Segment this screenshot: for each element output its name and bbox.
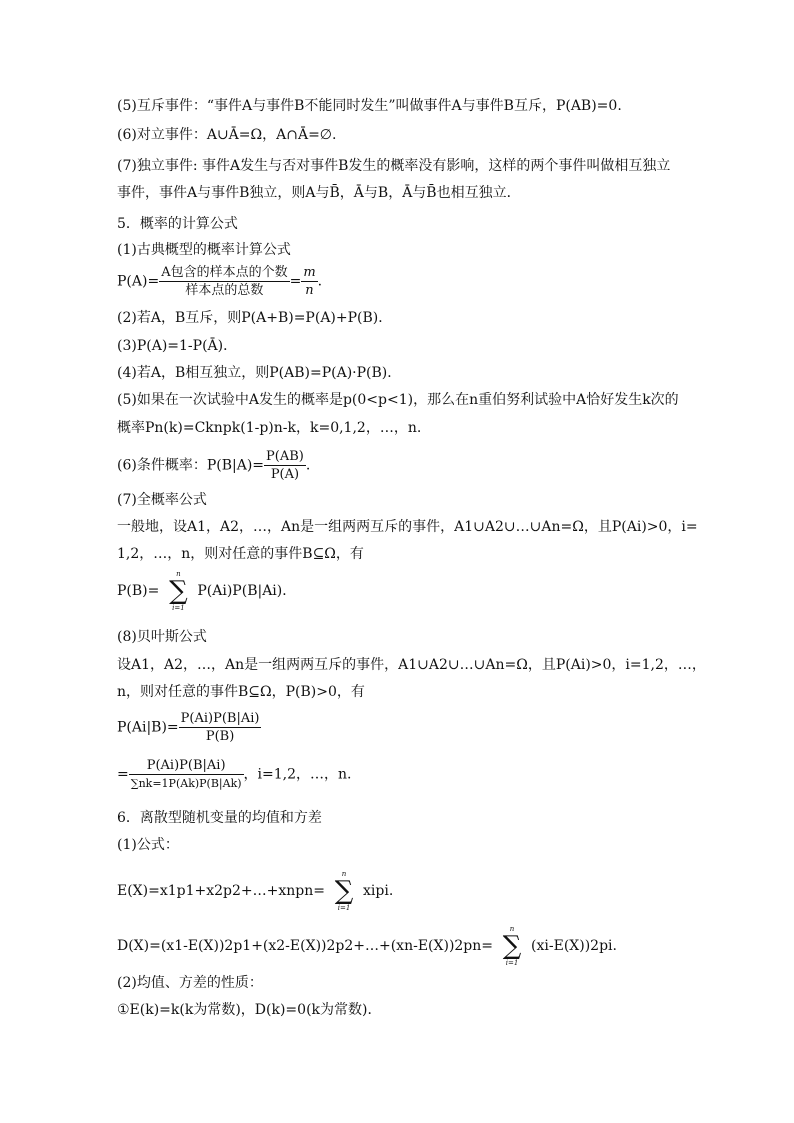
period: . xyxy=(317,273,323,290)
sigma-icon: ∑ xyxy=(502,931,522,961)
summation xyxy=(497,925,527,967)
line-bernoulli-1: (5)如果在一次试验中A发生的概率是p(0<p<1)，那么在n重伯努利试验中A恰好发生k次的 xyxy=(117,392,679,408)
heading-6: 6．离散型随机变量的均值和方差 xyxy=(117,810,322,826)
line-bayes-1: 设A1，A2，…，An是一组两两互斥的事件，A1∪A2∪…∪An=Ω，且P(Ai)>0，i=1,2，…， xyxy=(117,657,706,673)
formula-classical xyxy=(117,264,322,299)
line-exclusive: (5)互斥事件：“事件A与事件B不能同时发生”叫做事件A与事件B互斥，P(AB)=0. xyxy=(117,98,622,114)
line-total-prob-2: 1,2，…，n，则对任意的事件B⊆Ω，有 xyxy=(117,546,364,562)
formula-prefix: (6)条件概率：P(B|A)= xyxy=(117,457,265,474)
summation xyxy=(329,870,359,912)
formula-conditional xyxy=(117,448,310,483)
formula-suffix: xipi. xyxy=(363,883,394,899)
line-properties: (2)均值、方差的性质： xyxy=(117,975,263,991)
heading-total-prob: (7)全概率公式 xyxy=(117,492,207,508)
line-complement: (6)对立事件：A∪Ā=Ω，A∩Ā=∅. xyxy=(117,127,337,143)
formula-suffix: P(Ai)P(B|Ai)． xyxy=(197,583,297,599)
sum-upper: n xyxy=(341,870,347,878)
line-independent-1: (7)独立事件: 事件A发生与否对事件B发生的概率没有影响，这样的两个事件叫做相互独立 xyxy=(117,158,671,174)
sum-lower: i=1 xyxy=(505,959,519,967)
heading-5: 5．概率的计算公式 xyxy=(117,216,238,232)
summation xyxy=(163,570,193,612)
numerator: P(AB) xyxy=(266,449,304,464)
formula-prefix: P(Ai|B)= xyxy=(117,719,179,736)
formula-bayes-1 xyxy=(117,710,261,745)
period: . xyxy=(305,457,311,474)
sum-upper: n xyxy=(509,925,515,933)
fraction-mn xyxy=(301,264,317,299)
line-bernoulli-2: 概率Pn(k)=Cknpk(1-p)n-k，k=0,1,2，…，n. xyxy=(117,420,422,436)
numerator: A包含的样本点的个数 xyxy=(161,265,288,280)
heading-bayes: (8)贝叶斯公式 xyxy=(117,629,207,645)
sum-upper: n xyxy=(176,570,181,578)
denominator: P(B) xyxy=(205,729,235,744)
line-property-1: ①E(k)=k(k为常数)，D(k)=0(k为常数)． xyxy=(117,1002,382,1018)
denominator: 样本点的总数 xyxy=(185,283,264,298)
formula-prefix: P(A)= xyxy=(117,273,160,290)
formula-prefix: D(X)=(x1-E(X))2p1+(x2-E(X))2p2+…+(xn-E(X))2pn= xyxy=(117,938,494,954)
sigma-icon: ∑ xyxy=(169,576,188,606)
formula-suffix: (xi-E(X))2pi. xyxy=(531,938,617,954)
fraction xyxy=(129,757,244,792)
sigma-icon: ∑ xyxy=(334,876,354,906)
line-formula-label: (1)公式： xyxy=(117,837,179,853)
sum-lower: i=1 xyxy=(172,604,185,612)
numerator: P(Ai)P(B|Ai) xyxy=(180,711,260,726)
denominator: ∑nk=1P(Ak)P(B|Ak) xyxy=(130,777,242,790)
formula-expectation xyxy=(117,870,393,912)
formula-total-prob xyxy=(117,570,296,612)
fraction xyxy=(179,710,262,745)
numerator: P(Ai)P(B|Ai) xyxy=(129,757,244,775)
fraction xyxy=(264,448,306,483)
line-independent-2: 事件，事件A与事件B独立，则A与B̄，Ā与B，Ā与B̄也相互独立． xyxy=(117,185,521,201)
equals: = xyxy=(289,273,302,290)
formula-prefix: P(B)= xyxy=(117,583,160,599)
line-bayes-2: n，则对任意的事件B⊆Ω，P(B)>0，有 xyxy=(117,684,365,700)
line-total-prob-1: 一般地，设A1，A2，…，An是一组两两互斥的事件，A1∪A2∪…∪An=Ω，且P(Ai)>0，i= xyxy=(117,519,698,535)
line-multiplication: (4)若A，B相互独立，则P(AB)=P(A)·P(B)． xyxy=(117,365,402,381)
formula-variance xyxy=(117,925,617,967)
fraction xyxy=(159,264,289,299)
line-addition: (2)若A，B互斥，则P(A+B)=P(A)+P(B)． xyxy=(117,310,393,326)
numerator-m: m xyxy=(303,265,316,280)
formula-suffix: ，i=1,2，…，n. xyxy=(243,766,352,783)
formula-bayes-2 xyxy=(117,757,351,792)
formula-prefix: = xyxy=(117,766,129,783)
denominator: P(A) xyxy=(270,467,300,482)
denominator-n: n xyxy=(305,283,314,298)
line-classical: (1)古典概型的概率计算公式 xyxy=(117,242,291,258)
line-complement-prob: (3)P(A)=1-P(Ā)． xyxy=(117,338,238,354)
sum-lower: i=1 xyxy=(337,904,351,912)
formula-prefix: E(X)=x1p1+x2p2+…+xnpn= xyxy=(117,883,325,899)
